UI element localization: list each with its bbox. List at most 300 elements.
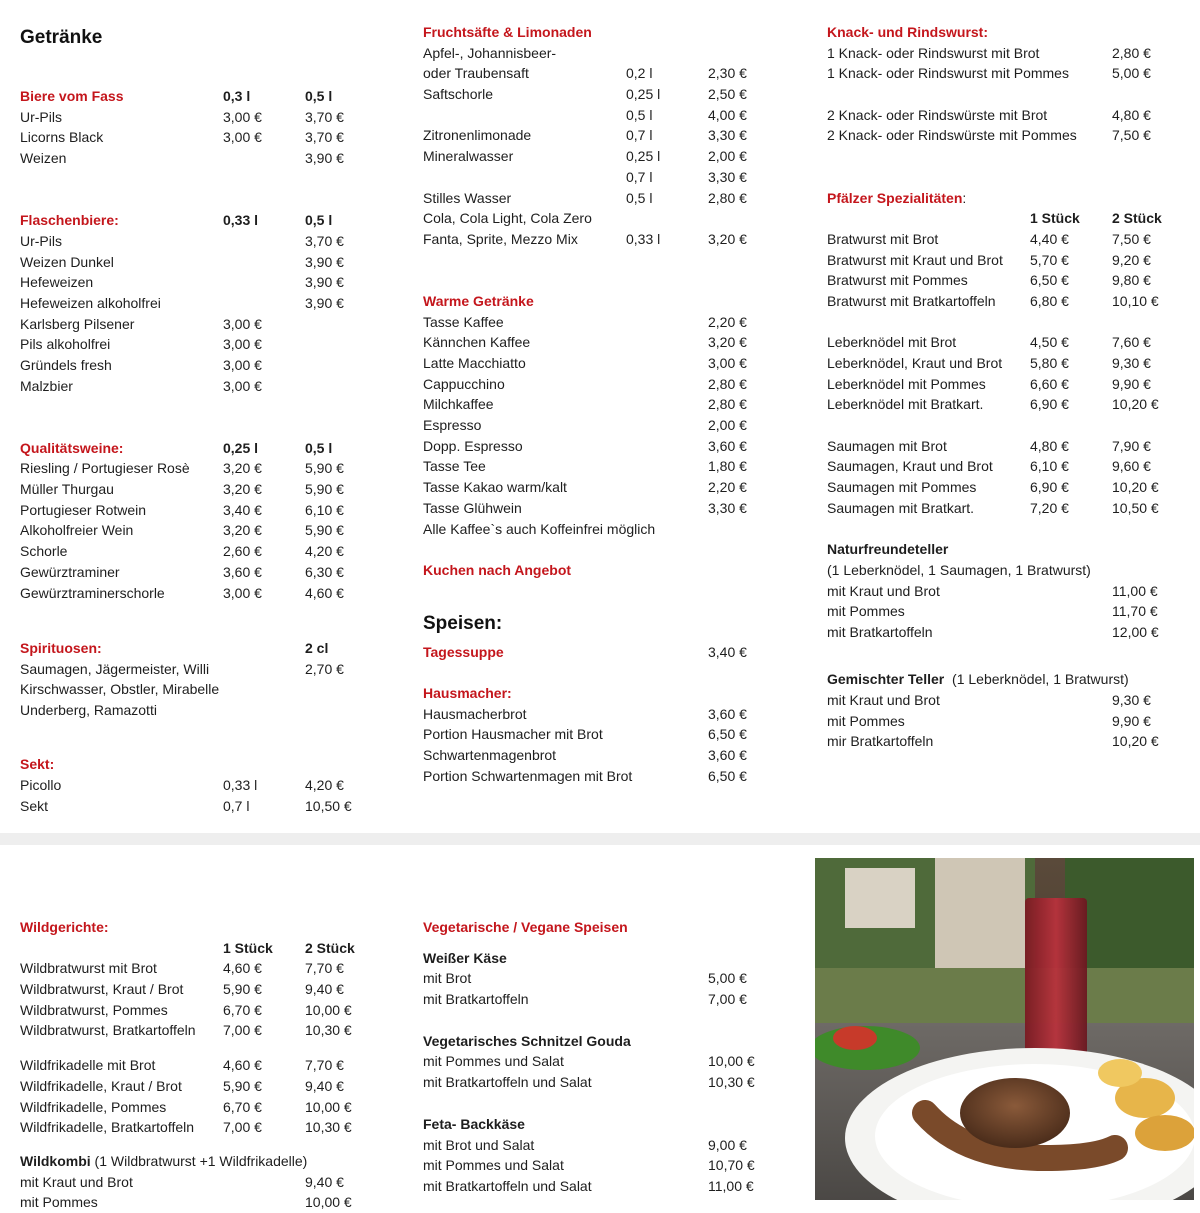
item-name: Pils alkoholfrei — [20, 336, 111, 353]
item-price: 11,00 € — [708, 1177, 754, 1194]
menu-item — [20, 520, 390, 541]
menu-item — [423, 394, 783, 415]
menu-item — [20, 1172, 390, 1193]
size-header-2: 0,5 l — [305, 439, 333, 456]
menu-item — [827, 374, 1187, 395]
item-name: Licorns Black — [20, 129, 104, 146]
menu-item — [423, 353, 783, 374]
item-price-2: 6,30 € — [305, 563, 344, 580]
item-name: mit Pommes — [827, 603, 905, 620]
item-name: Sekt — [20, 797, 49, 814]
item-price-1: 2,60 € — [223, 543, 262, 560]
menu-item — [20, 1192, 390, 1213]
item-price-1: 4,60 € — [223, 960, 262, 977]
menu-item — [423, 456, 783, 477]
item-name: Ur-Pils — [20, 108, 62, 125]
item-price: 9,40 € — [305, 1173, 344, 1190]
menu-item — [423, 1155, 783, 1176]
item-name: 1 Knack- oder Rindswurst mit Brot — [827, 44, 1040, 61]
section-title-getraenke: Getränke — [20, 27, 103, 48]
item-name: mit Kraut und Brot — [827, 692, 940, 708]
menu-item — [20, 562, 390, 583]
menu-item — [827, 731, 1187, 752]
menu-item — [20, 1097, 390, 1118]
item-size: 0,25 l — [626, 86, 661, 103]
section-header-warme-getraenke — [423, 291, 783, 312]
item-name: Wildbratwurst, Pommes — [20, 1001, 168, 1018]
item-name: (1 Leberknödel, 1 Saumagen, 1 Bratwurst) — [827, 561, 1091, 578]
size-header-1: 0,3 l — [223, 88, 251, 104]
decaf-note — [423, 519, 783, 540]
menu-item — [20, 1000, 390, 1021]
section-subtitle — [827, 560, 1187, 581]
item-price-1: 6,90 € — [1030, 396, 1069, 413]
menu-item — [423, 1176, 783, 1197]
menu-item-tagessuppe — [423, 642, 783, 663]
section-header-pfaelzer — [827, 188, 1187, 209]
section-header-qualitaetsweine — [20, 438, 390, 459]
item-name: Riesling / Portugieser Rosè — [20, 460, 190, 477]
item-name: Schwartenmagenbrot — [423, 747, 557, 763]
menu-item — [423, 415, 783, 436]
item-price-2: 5,90 € — [305, 481, 344, 498]
item-price-1: 6,70 € — [223, 1098, 262, 1115]
item-price-1: 6,50 € — [1030, 272, 1069, 289]
item-price-2: 9,30 € — [1112, 355, 1151, 371]
item-price-2: 6,10 € — [305, 501, 344, 518]
item-price: 2,50 € — [708, 86, 747, 103]
item-name: Wildfrikadelle, Bratkartoffeln — [20, 1119, 195, 1136]
section-header-hausmacher — [423, 683, 783, 704]
item-price: 6,50 € — [708, 726, 747, 743]
item-price: 2,80 € — [708, 375, 747, 392]
item-size: 0,5 l — [626, 106, 653, 123]
item-price: 4,80 € — [1112, 106, 1151, 123]
menu-item — [827, 291, 1187, 312]
item-name: Wildfrikadelle, Pommes — [20, 1098, 167, 1115]
item-price: 11,70 € — [1112, 603, 1158, 620]
menu-item — [827, 250, 1187, 271]
item-price-2: 9,40 € — [305, 1077, 344, 1094]
menu-item-continued — [20, 679, 390, 700]
column-drinks — [20, 24, 390, 816]
item-price-2: 3,70 € — [305, 129, 344, 146]
menu-item — [20, 541, 390, 562]
group-heading: Weißer Käse — [423, 949, 507, 966]
item-name: mit Kraut und Brot — [20, 1173, 133, 1190]
menu-item — [20, 583, 390, 604]
section-heading: Knack- und Rindswurst: — [827, 24, 989, 40]
item-price-1: 3,20 € — [223, 481, 262, 498]
item-name: mit Brot und Salat — [423, 1136, 535, 1153]
section-heading: Fruchtsäfte & Limonaden — [423, 24, 592, 40]
menu-item — [20, 458, 390, 479]
item-price: 12,00 € — [1112, 623, 1159, 640]
section-header-knackwurst — [827, 22, 1187, 43]
item-name: Espresso — [423, 417, 482, 434]
section-heading: Biere vom Fass — [20, 88, 124, 104]
menu-item — [423, 436, 783, 457]
item-price: 3,60 € — [708, 705, 747, 722]
item-name: mit Pommes und Salat — [423, 1053, 564, 1070]
item-price: 10,00 € — [305, 1194, 352, 1211]
item-price: 3,20 € — [708, 230, 747, 247]
item-price-1: 3,00 € — [223, 315, 262, 332]
item-name: oder Traubensaft — [423, 65, 529, 82]
item-name: Saumagen, Jägermeister, Willi — [20, 660, 210, 677]
item-price-1: 5,90 € — [223, 1077, 262, 1094]
menu-item — [827, 456, 1187, 477]
section-heading: Wildgerichte: — [20, 919, 109, 935]
menu-item — [423, 125, 783, 146]
menu-item — [423, 167, 783, 188]
menu-item — [827, 270, 1187, 291]
menu-item — [423, 146, 783, 167]
menu-item — [827, 415, 1187, 436]
item-name: Apfel-, Johannisbeer- — [423, 44, 557, 61]
item-name: mit Bratkartoffeln — [423, 991, 529, 1008]
menu-item — [423, 704, 783, 725]
item-price-2: 7,70 € — [305, 1057, 344, 1074]
item-size: 0,7 l — [223, 797, 250, 814]
item-price-2: 3,90 € — [305, 253, 344, 270]
menu-item — [20, 775, 390, 796]
item-price: 4,00 € — [708, 106, 747, 123]
item-name: Tasse Kakao warm/kalt — [423, 479, 567, 496]
item-price: 2,00 € — [708, 148, 747, 165]
item-name: mit Brot — [423, 970, 472, 987]
item-name: Cappucchino — [423, 375, 505, 392]
menu-item — [20, 979, 390, 1000]
item-price-2: 9,40 € — [305, 981, 344, 998]
menu-item — [423, 208, 783, 229]
item-name: mit Pommes — [827, 712, 905, 729]
menu-item — [20, 148, 390, 169]
item-name: Underberg, Ramazotti — [20, 701, 157, 718]
item-name: Wildfrikadelle mit Brot — [20, 1057, 156, 1074]
item-price: 11,00 € — [1112, 582, 1158, 599]
item-price-2: 10,30 € — [305, 1119, 352, 1136]
size-header-1: 1 Stück — [1030, 210, 1080, 227]
menu-item — [20, 252, 390, 273]
menu-item — [20, 355, 390, 376]
item-price-1: 6,70 € — [223, 1001, 262, 1018]
group-title — [423, 948, 783, 969]
item-name: 2 Knack- oder Rindswürste mit Pommes — [827, 127, 1077, 144]
menu-item — [20, 127, 390, 148]
item-price-1: 3,20 € — [223, 460, 262, 477]
item-price-1: 7,20 € — [1030, 499, 1069, 516]
item-price: 7,00 € — [708, 991, 747, 1008]
section-header-sekt — [20, 754, 390, 775]
menu-item — [827, 394, 1187, 415]
item-name: Hefeweizen alkoholfrei — [20, 294, 161, 311]
item-name: Alkoholfreier Wein — [20, 522, 134, 539]
item-price: 5,00 € — [708, 970, 747, 987]
menu-item — [827, 581, 1187, 602]
item-price-2: 9,80 € — [1112, 272, 1151, 289]
item-name: Tasse Kaffee — [423, 313, 504, 330]
menu-item — [423, 1135, 783, 1156]
menu-item — [423, 229, 783, 250]
item-name: Wildbratwurst, Kraut / Brot — [20, 981, 184, 998]
item-price: 4,20 € — [305, 777, 344, 793]
item-price: 3,00 € — [708, 355, 747, 371]
item-size: 0,25 l — [626, 148, 661, 165]
item-name: Bratwurst mit Bratkartoffeln — [827, 292, 996, 309]
menu-item — [827, 477, 1187, 498]
section-heading: Gemischter Teller — [827, 671, 945, 688]
item-price: 3,30 € — [708, 499, 747, 516]
item-price: 2,80 € — [708, 189, 747, 206]
item-name: Müller Thurgau — [20, 481, 114, 498]
item-price-2: 9,60 € — [1112, 458, 1151, 475]
size-header-2: 2 cl — [305, 639, 329, 656]
item-name: mit Pommes und Salat — [423, 1157, 564, 1174]
item-price: 3,60 € — [708, 747, 747, 763]
section-header-biere-vom-fass — [20, 86, 390, 107]
item-name: mit Bratkartoffeln und Salat — [423, 1074, 592, 1091]
group-heading: Feta- Backkäse — [423, 1115, 525, 1132]
menu-item — [20, 376, 390, 397]
menu-item — [20, 334, 390, 355]
item-price-2: 3,90 € — [305, 274, 344, 291]
item-name: Dopp. Espresso — [423, 437, 523, 454]
page-divider — [0, 833, 1200, 845]
item-price-1: 4,40 € — [1030, 230, 1069, 247]
item-price: 9,30 € — [1112, 692, 1151, 708]
menu-item — [827, 601, 1187, 622]
item-price-1: 3,20 € — [223, 522, 262, 539]
group-title — [423, 1031, 783, 1052]
section-header-gemischter-teller — [827, 669, 1187, 690]
item-price-1: 3,00 € — [223, 336, 262, 353]
menu-item — [827, 84, 1187, 105]
size-header-1: 1 Stück — [223, 939, 273, 956]
size-header-row — [827, 208, 1187, 229]
item-name: Leberknödel mit Brot — [827, 334, 957, 351]
item-price: 10,70 € — [708, 1157, 755, 1174]
item-name: Kirschwasser, Obstler, Mirabelle — [20, 681, 220, 698]
section-subtitle: (1 Leberknödel, 1 Bratwurst) — [952, 671, 1129, 688]
size-header-1: 0,25 l — [223, 439, 259, 456]
item-price-1: 3,00 € — [223, 377, 262, 394]
menu-item — [20, 1117, 390, 1138]
menu-item — [423, 498, 783, 519]
menu-item — [20, 958, 390, 979]
item-price-2: 3,90 € — [305, 150, 344, 167]
item-price-2: 10,20 € — [1112, 396, 1159, 413]
item-name: Bratwurst mit Brot — [827, 230, 939, 247]
item-name: Ur-Pils — [20, 232, 62, 249]
item-name: Bratwurst mit Kraut und Brot — [827, 251, 1003, 268]
item-name: Picollo — [20, 777, 62, 793]
menu-item — [423, 1051, 783, 1072]
item-size: 0,7 l — [626, 127, 653, 144]
item-name: Wildfrikadelle, Kraut / Brot — [20, 1077, 182, 1094]
item-price: 2,30 € — [708, 65, 747, 82]
menu-item — [827, 711, 1187, 732]
item-price: 2,70 € — [305, 660, 344, 677]
item-name: Gründels fresh — [20, 356, 112, 373]
item-name: 1 Knack- oder Rindswurst mit Pommes — [827, 65, 1069, 82]
item-name: Stilles Wasser — [423, 189, 512, 206]
item-name: Saumagen mit Brot — [827, 437, 947, 454]
menu-item — [423, 477, 783, 498]
item-price-1: 6,90 € — [1030, 479, 1069, 496]
item-name: mir Bratkartoffeln — [827, 733, 934, 750]
menu-item — [20, 1055, 390, 1076]
item-price-2: 3,90 € — [305, 294, 344, 311]
item-name: Leberknödel mit Pommes — [827, 375, 986, 392]
section-heading: Tagessuppe — [423, 643, 504, 660]
menu-item — [423, 745, 783, 766]
item-price-2: 9,90 € — [1112, 375, 1151, 392]
section-header-vegetarisch — [423, 917, 783, 938]
item-price-2: 3,70 € — [305, 108, 344, 125]
heading-colon: : — [962, 189, 967, 206]
section-heading: Spirituosen: — [20, 639, 102, 656]
menu-item — [20, 1020, 390, 1041]
item-size: 0,7 l — [626, 168, 653, 185]
menu-item — [827, 332, 1187, 353]
menu-item — [20, 314, 390, 335]
item-price-1: 5,70 € — [1030, 251, 1069, 268]
item-price: 2,20 € — [708, 479, 747, 496]
section-subtitle: (1 Wildbratwurst +1 Wildfrikadelle) — [94, 1152, 308, 1169]
item-price-2: 7,90 € — [1112, 437, 1151, 454]
group-title — [423, 1114, 783, 1135]
menu-item — [827, 125, 1187, 146]
section-header-flaschenbiere — [20, 210, 390, 231]
menu-item — [423, 724, 783, 745]
item-price-1: 3,00 € — [223, 129, 262, 146]
item-price-1: 5,90 € — [223, 981, 262, 998]
item-price-2: 10,50 € — [1112, 499, 1159, 516]
size-header-1: 0,33 l — [223, 212, 259, 229]
item-price: 3,30 € — [708, 168, 747, 185]
item-price-2: 5,90 € — [305, 522, 344, 539]
item-name: Gewürztraminer — [20, 563, 120, 580]
section-heading: Naturfreundeteller — [827, 541, 949, 558]
section-title-speisen: Speisen: — [423, 612, 503, 634]
menu-item — [423, 1072, 783, 1093]
section-heading: Qualitätsweine: — [20, 439, 124, 456]
item-name: Weizen Dunkel — [20, 253, 114, 270]
section-heading: Warme Getränke — [423, 292, 534, 309]
item-name: Leberknödel mit Bratkart. — [827, 396, 984, 413]
group-heading: Vegetarisches Schnitzel Gouda — [423, 1032, 631, 1049]
column-wildgerichte — [20, 917, 390, 1213]
item-name: Cola, Cola Light, Cola Zero — [423, 210, 592, 227]
item-price-2: 9,20 € — [1112, 251, 1151, 268]
column-vegetarisch — [423, 917, 783, 1197]
menu-item — [423, 968, 783, 989]
item-price-1: 3,40 € — [223, 501, 262, 518]
item-price: 3,60 € — [708, 437, 747, 454]
item-price: 10,50 € — [305, 797, 352, 814]
item-price-1: 6,80 € — [1030, 292, 1069, 309]
item-price-1: 4,80 € — [1030, 437, 1069, 454]
item-price: 9,00 € — [708, 1136, 747, 1153]
column-specialities — [827, 22, 1187, 752]
item-price: 10,20 € — [1112, 733, 1159, 750]
menu-item — [20, 1076, 390, 1097]
item-name: Bratwurst mit Pommes — [827, 272, 968, 289]
item-name: Wildbratwurst mit Brot — [20, 960, 157, 977]
size-header-2: 2 Stück — [1112, 210, 1162, 227]
item-name: Saumagen, Kraut und Brot — [827, 458, 993, 475]
item-price: 1,80 € — [708, 458, 747, 475]
item-name: Karlsberg Pilsener — [20, 315, 135, 332]
section-heading: Sekt: — [20, 756, 55, 773]
item-price: 3,40 € — [708, 643, 747, 660]
item-price-1: 4,60 € — [223, 1057, 262, 1074]
section-header-wildgerichte — [20, 917, 390, 938]
size-header-2: 2 Stück — [305, 939, 355, 956]
item-price-1: 3,00 € — [223, 108, 262, 125]
section-header-naturfreundeteller — [827, 539, 1187, 560]
item-price-2: 4,20 € — [305, 543, 344, 560]
item-name: Portugieser Rotwein — [20, 501, 147, 518]
item-price: 7,50 € — [1112, 127, 1151, 144]
item-name: Malzbier — [20, 377, 73, 394]
size-header-2: 0,5 l — [305, 212, 333, 229]
menu-item — [423, 188, 783, 209]
item-price: 10,30 € — [708, 1074, 755, 1091]
item-price: 2,00 € — [708, 417, 747, 434]
menu-item — [827, 63, 1187, 84]
item-price-2: 10,20 € — [1112, 479, 1159, 496]
item-price-1: 6,60 € — [1030, 375, 1069, 392]
item-size: 0,33 l — [626, 230, 661, 247]
item-price-2: 7,60 € — [1112, 334, 1151, 351]
menu-item — [827, 312, 1187, 333]
item-price: 2,80 € — [708, 396, 747, 413]
section-header-spirituosen — [20, 638, 390, 659]
item-name: Gewürztraminerschorle — [20, 584, 165, 601]
item-price-1: 3,00 € — [223, 584, 262, 601]
menu-item — [20, 500, 390, 521]
item-price: 2,80 € — [1112, 44, 1151, 61]
menu-item — [423, 374, 783, 395]
item-price-2: 10,00 € — [305, 1098, 352, 1115]
menu-item — [20, 659, 390, 680]
size-header-row — [20, 938, 390, 959]
column-drinks-food — [423, 22, 783, 786]
item-name: Portion Hausmacher mit Brot — [423, 726, 603, 743]
menu-item — [20, 479, 390, 500]
item-price: 3,30 € — [708, 127, 747, 144]
item-price: 6,50 € — [708, 767, 747, 784]
kuchen-note — [423, 560, 783, 581]
item-price-2: 7,70 € — [305, 960, 344, 977]
item-price-2: 5,90 € — [305, 460, 344, 477]
menu-item — [827, 436, 1187, 457]
section-heading: Vegetarische / Vegane Speisen — [423, 919, 628, 935]
item-name: Fanta, Sprite, Mezzo Mix — [423, 230, 578, 247]
section-heading: Wildkombi — [20, 1152, 91, 1169]
item-size: 0,5 l — [626, 189, 653, 206]
item-name: mit Bratkartoffeln und Salat — [423, 1177, 592, 1194]
menu-item — [827, 229, 1187, 250]
item-price-2: 3,70 € — [305, 232, 344, 249]
menu-item — [423, 332, 783, 353]
item-name: 2 Knack- oder Rindswürste mit Brot — [827, 106, 1048, 123]
menu-item — [827, 498, 1187, 519]
item-name: mit Pommes — [20, 1194, 98, 1211]
item-price-2: 10,30 € — [305, 1022, 352, 1039]
